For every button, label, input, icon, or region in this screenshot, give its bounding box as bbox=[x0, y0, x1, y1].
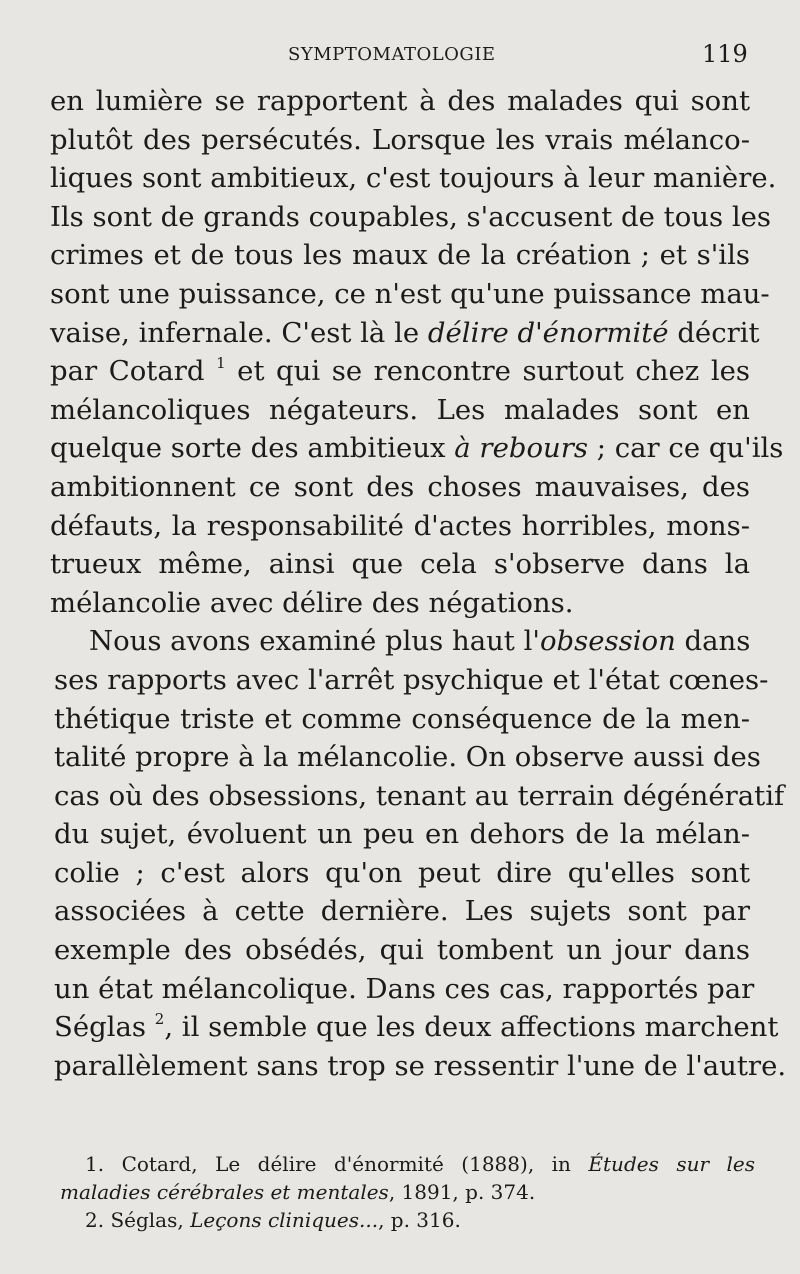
text-line: liques sont ambitieux, c'est toujours à leur manière. bbox=[50, 162, 777, 195]
text-line: ses rapports avec l'arrêt psychique et l'état cœnes- bbox=[54, 663, 769, 696]
footnote-ref-1[interactable]: 1 bbox=[216, 354, 226, 373]
text-run: Nous avons examiné plus haut l' bbox=[89, 625, 540, 658]
text-line: associées à cette dernière. Les sujets sont par bbox=[54, 895, 750, 928]
italic-term: à rebours bbox=[454, 432, 588, 465]
text-line bbox=[54, 622, 750, 661]
text-run: par Cotard bbox=[50, 355, 217, 388]
text-run: quelque sorte des ambitieux bbox=[50, 432, 455, 465]
text-line: mélancolie avec délire des négations. bbox=[50, 586, 574, 619]
text-line: mélancoliques négateurs. Les malades sont en bbox=[50, 393, 750, 426]
text-run: , 1891, p. 374. bbox=[388, 1180, 536, 1204]
italic-title: Études sur les bbox=[588, 1152, 756, 1176]
text-line: colie ; c'est alors qu'on peut dire qu'elles sont bbox=[54, 856, 750, 889]
text-line: défauts, la responsabilité d'actes horribles, mons- bbox=[50, 509, 750, 542]
text-run: ; car ce qu'ils bbox=[587, 432, 784, 465]
text-line: thétique triste et comme conséquence de la men- bbox=[54, 702, 750, 735]
text-run: dans bbox=[675, 625, 751, 658]
text-line: sont une puissance, ce n'est qu'une puissance mau- bbox=[50, 277, 770, 310]
text-line: Ils sont de grands coupables, s'accusent de tous les bbox=[50, 200, 772, 233]
text-run: décrit bbox=[668, 316, 760, 349]
text-line: du sujet, évoluent un peu en dehors de la mélan- bbox=[54, 818, 750, 851]
text-line: parallèlement sans trop se ressentir l'une de l'autre. bbox=[54, 1049, 787, 1082]
text-line: ambitionnent ce sont des choses mauvaises, des bbox=[50, 470, 750, 503]
footnote-1 bbox=[60, 1150, 755, 1178]
text-run: Séglas bbox=[54, 1011, 155, 1044]
italic-title: maladies cérébrales et mentales bbox=[60, 1180, 389, 1204]
text-run: , il semble que les deux affections marchent bbox=[164, 1011, 779, 1044]
body-text bbox=[50, 82, 787, 1085]
text-line: en lumière se rapportent à des malades qui sont bbox=[50, 85, 750, 117]
italic-term: obsession bbox=[539, 625, 676, 658]
footnote-2 bbox=[60, 1206, 755, 1234]
text-run: 1. Cotard, Le délire d'énormité (1888), in bbox=[85, 1152, 589, 1176]
text-line bbox=[50, 314, 760, 353]
text-line: exemple des obsédés, qui tombent un jour dans bbox=[54, 934, 750, 967]
footnote-1-cont bbox=[60, 1178, 755, 1206]
footnotes bbox=[60, 1150, 755, 1234]
text-line: un état mélancolique. Dans ces cas, rapportés par bbox=[54, 972, 755, 1005]
text-line: trueux même, ainsi que cela s'observe dans la bbox=[50, 548, 750, 581]
text-run: vaise, infernale. C'est là le bbox=[50, 316, 428, 349]
text-line: plutôt des persécutés. Lorsque les vrais mélanco- bbox=[50, 123, 750, 156]
page-header bbox=[0, 40, 800, 70]
italic-title: Leçons cliniques... bbox=[190, 1208, 379, 1232]
text-line bbox=[54, 1008, 779, 1047]
text-run: , p. 316. bbox=[378, 1208, 461, 1232]
footnote-ref-2[interactable]: 2 bbox=[154, 1010, 165, 1029]
italic-term: délire d'énormité bbox=[427, 316, 669, 349]
text-run: 2. Séglas, bbox=[85, 1208, 191, 1232]
page-number: 119 bbox=[702, 40, 748, 68]
text-run: et qui se rencontre surtout chez les bbox=[225, 355, 751, 388]
text-line bbox=[50, 429, 784, 468]
text-line bbox=[50, 352, 750, 391]
text-line: cas où des obsessions, tenant au terrain dégénératif bbox=[54, 779, 785, 812]
running-head: SYMPTOMATOLOGIE bbox=[288, 44, 496, 65]
text-line: talité propre à la mélancolie. On observe aussi des bbox=[54, 741, 761, 774]
text-line: crimes et de tous les maux de la création ; et s'ils bbox=[50, 239, 750, 272]
